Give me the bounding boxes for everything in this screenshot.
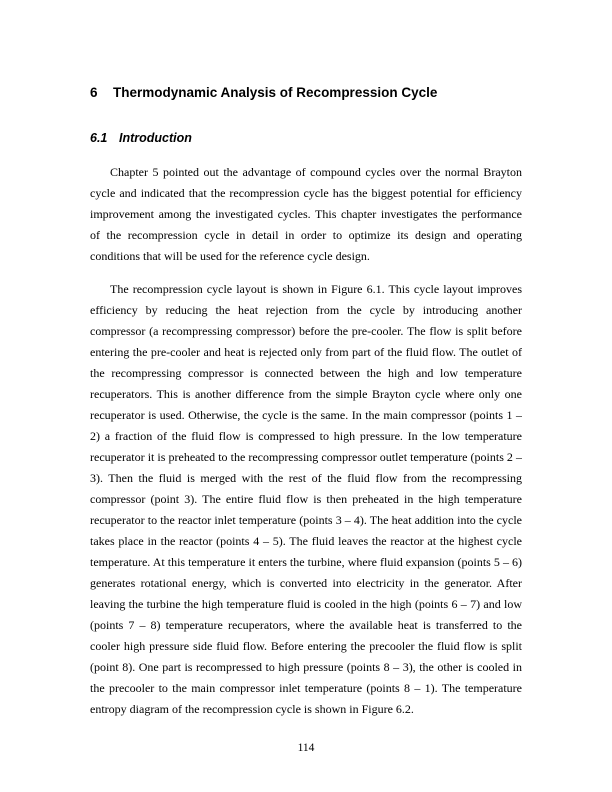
text-line: the recompressing compressor is connected between the high and low temperature bbox=[90, 366, 522, 380]
text-line: 2) a fraction of the fluid flow is compressed to high pressure. In the low temperature bbox=[90, 429, 522, 443]
text-line: the precooler to the main compressor inlet temperature (points 8 – 1). The temperature bbox=[90, 681, 522, 695]
text-line: The recompression cycle layout is shown in Figure 6.1. This cycle layout improves bbox=[110, 282, 522, 296]
text-line: improvement among the investigated cycles. This chapter investigates the performance bbox=[90, 207, 522, 221]
text-line: temperature. At this temperature it enters the turbine, where fluid expansion (points 5 – 6) bbox=[90, 555, 522, 569]
text-line: (points 7 – 8) temperature recuperators, where the available heat is transferred to the bbox=[90, 618, 522, 632]
paragraph-1 bbox=[90, 162, 522, 267]
text-line: takes place in the reactor (points 4 – 5). The fluid leaves the reactor at the highest cycle bbox=[90, 534, 522, 548]
text-line: entropy diagram of the recompression cycle is shown in Figure 6.2. bbox=[90, 702, 414, 716]
text-line: cooler high pressure side fluid flow. Before entering the precooler the fluid flow is split bbox=[90, 639, 522, 653]
text-line: leaving the turbine the high temperature fluid is cooled in the high (points 6 – 7) and low bbox=[90, 597, 522, 611]
text-line: generates rotational energy, which is converted into electricity in the generator. After bbox=[90, 576, 522, 590]
text-line: of the recompression cycle in detail in order to optimize its design and operating bbox=[90, 228, 522, 242]
text-line: conditions that will be used for the reference cycle design. bbox=[90, 249, 370, 263]
section-number: 6.1 bbox=[90, 131, 108, 145]
text-line: efficiency by reducing the heat rejection from the cycle by introducing another bbox=[90, 303, 522, 317]
chapter-number: 6 bbox=[90, 85, 98, 100]
text-line: recuperator it is preheated to the recompressing compressor outlet temperature (points 2 – bbox=[90, 450, 522, 464]
paragraph-2 bbox=[90, 279, 522, 720]
chapter-title: Thermodynamic Analysis of Recompression Cycle bbox=[113, 85, 438, 100]
page-number: 114 bbox=[297, 742, 315, 754]
text-line: recuperators. This is another difference from the simple Brayton cycle where only one bbox=[90, 387, 522, 401]
section-heading bbox=[90, 131, 530, 145]
text-line: compressor (a recompressing compressor) before the pre-cooler. The flow is split before bbox=[90, 324, 522, 338]
body-text bbox=[90, 162, 522, 720]
section-title: Introduction bbox=[119, 131, 192, 145]
text-line: compressor (point 3). The entire fluid flow is then preheated in the high temperature bbox=[90, 492, 522, 506]
text-line: recuperator is used. Otherwise, the cycle is the same. In the main compressor (points 1 – bbox=[90, 408, 522, 422]
text-line: 3). Then the fluid is merged with the rest of the fluid flow from the recompressing bbox=[90, 471, 522, 485]
text-line: Chapter 5 pointed out the advantage of compound cycles over the normal Brayton bbox=[110, 165, 522, 179]
text-line: entering the pre-cooler and heat is rejected only from part of the fluid flow. The outlet of bbox=[90, 345, 522, 359]
text-line: recuperator to the reactor inlet temperature (points 3 – 4). The heat addition into the cycle bbox=[90, 513, 522, 527]
text-line: (point 8). One part is recompressed to high pressure (points 8 – 3), the other is cooled in bbox=[90, 660, 522, 674]
text-line: cycle and indicated that the recompression cycle has the biggest potential for efficiency bbox=[90, 186, 522, 200]
chapter-heading bbox=[90, 85, 530, 100]
